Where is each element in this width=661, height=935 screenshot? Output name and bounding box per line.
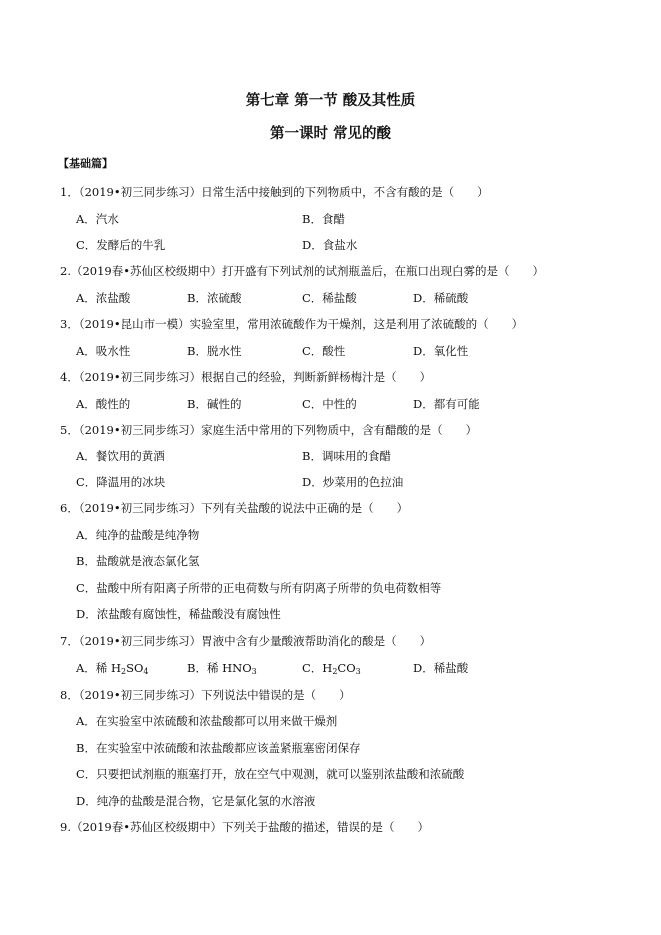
question-4-option-a: A．酸性的 — [76, 397, 131, 411]
question-7-option-a: A．稀 $H_2SO_4$ — [76, 661, 149, 676]
question-2-option-c: C．稀盐酸 — [302, 291, 357, 305]
question-2-option-b: B．浓硫酸 — [187, 291, 242, 305]
question-7-option-c: C．$H_2CO_3$ — [302, 661, 361, 676]
question-4-option-d: D．都有可能 — [413, 397, 480, 411]
question-1-option-a: A．汽水 — [76, 212, 119, 226]
section-label: 【基础篇】 — [58, 157, 113, 170]
question-6-option-c: C．盐酸中所有阳离子所带的正电荷数与所有阴离子所带的负电荷数相等 — [76, 581, 442, 595]
question-4-stem: 4．（2019•初三同步练习）根据自己的经验，判断新鲜杨梅汁是（ ） — [60, 370, 432, 384]
question-3-option-d: D．氧化性 — [413, 344, 469, 358]
question-3-option-c: C．酸性 — [302, 344, 346, 358]
question-7-stem: 7．（2019•初三同步练习）胃液中含有少量酸液帮助消化的酸是（ ） — [60, 634, 432, 648]
question-8-option-a: A．在实验室中浓硫酸和浓盐酸都可以用来做干燥剂 — [76, 714, 338, 728]
question-3-stem: 3．（2019•昆山市一模）实验室里，常用浓硫酸作为干燥剂，这是利用了浓硫酸的（ ） — [60, 317, 524, 331]
question-5-option-c: C．降温用的冰块 — [76, 475, 166, 489]
question-1-option-b: B．食醋 — [302, 212, 345, 226]
question-2-stem: 2.（2019春•苏仙区校级期中）打开盛有下列试剂的试剂瓶盖后，在瓶口出现白雾的是（ ） — [60, 264, 545, 278]
question-7-option-b: B．稀 $HNO_3$ — [187, 661, 257, 676]
question-3-option-a: A．吸水性 — [76, 344, 131, 358]
question-8-option-b: B．在实验室中浓硫酸和浓盐酸都应该盖紧瓶塞密闭保存 — [76, 741, 361, 755]
question-6-option-d: D．浓盐酸有腐蚀性，稀盐酸没有腐蚀性 — [76, 607, 281, 621]
question-1-option-c: C．发酵后的牛乳 — [76, 238, 166, 252]
question-8-option-d: D．纯净的盐酸是混合物，它是氯化氢的水溶液 — [76, 794, 316, 808]
question-4-option-c: C．中性的 — [302, 397, 357, 411]
question-4-option-b: B．碱性的 — [187, 397, 242, 411]
question-2-option-a: A．浓盐酸 — [76, 291, 131, 305]
question-8-option-c: C．只要把试剂瓶的瓶塞打开，放在空气中观测，就可以鉴别浓盐酸和浓硫酸 — [76, 767, 465, 781]
question-1-stem: 1．（2019•初三同步练习）日常生活中接触到的下列物质中，不含有酸的是（ ） — [60, 185, 489, 199]
question-6-option-a: A．纯净的盐酸是纯净物 — [76, 528, 200, 542]
question-5-option-b: B．调味用的食醋 — [302, 449, 391, 463]
question-6-stem: 6．（2019•初三同步练习）下列有关盐酸的说法中正确的是（ ） — [60, 501, 409, 515]
question-5-stem: 5．（2019•初三同步练习）家庭生活中常用的下列物质中，含有醋酸的是（ ） — [60, 423, 478, 437]
question-2-option-d: D．稀硫酸 — [413, 291, 469, 305]
question-6-option-b: B．盐酸就是液态氯化氢 — [76, 554, 200, 568]
lesson-subtitle: 第一课时 常见的酸 — [269, 126, 392, 142]
question-5-option-a: A．餐饮用的黄酒 — [76, 449, 165, 463]
question-9-stem: 9.（2019春•苏仙区校级期中）下列关于盐酸的描述，错误的是（ ） — [60, 820, 430, 834]
question-3-option-b: B．脱水性 — [187, 344, 242, 358]
question-1-option-d: D．食盐水 — [302, 238, 358, 252]
chapter-title: 第七章 第一节 酸及其性质 — [245, 93, 416, 109]
question-5-option-d: D．炒菜用的色拉油 — [302, 475, 404, 489]
question-8-stem: 8．（2019•初三同步练习）下列说法中错误的是（ ） — [60, 688, 351, 702]
question-7-option-d: D．稀盐酸 — [413, 661, 469, 675]
